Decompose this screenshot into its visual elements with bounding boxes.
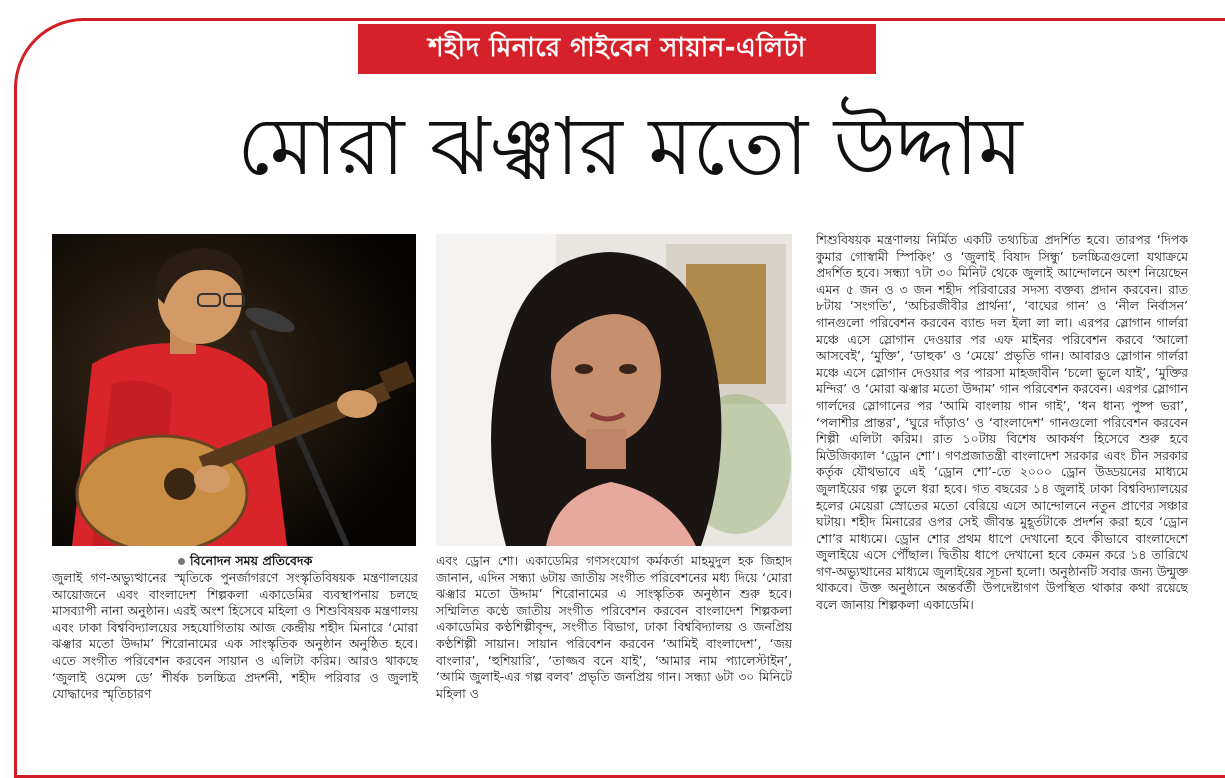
column-2-text: এবং ড্রোন শো। একাডেমির গণসংযোগ কর্মকর্তা মাহমুদুল হক জিহাদ জানান, এদিন সন্ধ্যা ৬টায় জাতীয় সংগীত পরিবেশনের মধ্য দিয়ে ‘মোরা ঝঞ্ঝার মতো উদ্দাম’ শিরোনামের এ সাংস্কৃতিক অনুষ্ঠান শুরু হবে। সম্মিলিত কণ্ঠে জাতীয় সংগীত পরিবেশন করবেন বাংলাদেশ শিল্পকলা একাডেমির কণ্ঠশিল্পীবৃন্দ, সংগীত বিভাগ, ঢাকা বিশ্ববিদ্যালয় ও জনপ্রিয় কণ্ঠশিল্পী সায়ান। সায়ান পরিবেশন করবেন ‘আমিই বাংলাদেশ’, ‘জয় বাংলার’, ‘হুশিয়ারি’, ‘তাজ্জব বনে যাই’, ‘আমার নাম প্যালেস্টাইন’, ‘আমি জুলাই-এর গল্প বলব’ প্রভৃতি জনপ্রিয় গান। সন্ধ্যা ৬টা ৩০ মিনিটে মহিলা ও bbox=[436, 553, 792, 701]
bullet-icon bbox=[178, 558, 185, 565]
article-column-2 bbox=[436, 553, 792, 746]
column-1-text: জুলাই গণ-অভ্যুত্থানের স্মৃতিকে পুনর্জাগরণে সংস্কৃতিবিষয়ক মন্ত্রণালয়ের আয়োজনে এবং বাংলাদেশ শিল্পকলা একাডেমির ব্যবস্থাপনায় চলছে মাসব্যাপী নানা অনুষ্ঠান। এরই অংশ হিসেবে মহিলা ও শিশুবিষয়ক মন্ত্রণালয় এবং ঢাকা বিশ্ববিদ্যালয়ের সহযোগিতায় আজ কেন্দ্রীয় শহীদ মিনারে ‘মোরা ঝঞ্ঝার মতো উদ্দাম’ শিরোনামের এক সাংস্কৃতিক অনুষ্ঠান অনুষ্ঠিত হবে। এতে সংগীত পরিবেশন করবেন সায়ান ও এলিটা করিম। আরও থাকছে ‘জুলাই ওমেন্স ডে’ শীর্ষক চলচ্চিত্র প্রদর্শনী, শহীদ পরিবার ও জুলাই যোদ্ধাদের স্মৃতিচারণ bbox=[52, 570, 418, 702]
byline-text: বিনোদন সময় প্রতিবেদক bbox=[190, 553, 313, 568]
article-column-1 bbox=[52, 570, 418, 746]
column-3-text: শিশুবিষয়ক মন্ত্রণালয় নির্মিত একটি তথ্যচিত্র প্রদর্শিত হবে। তারপর ‘দিপক কুমার গোস্বামী স্পিকিং’ ও ‘জুলাই বিষাদ সিন্ধু’ চলচ্চিত্রগুলো যথাক্রমে প্রদর্শিত হবে। সন্ধ্যা ৭টা ৩০ মিনিট থেকে জুলাই আন্দোলনে অংশ নিয়েছেন এমন ৫ জন ও ৩ জন শহীদ পরিবারের সদস্য বক্তব্য প্রদান করবেন। রাত ৮টায় ‘সংগতি’, ‘অচিরজীবীর প্রার্থনা’, ‘বাঘের গান’ ও ‘নীল নির্বাসন’ গানগুলো পরিবেশন করবেন ব্যান্ড দল ইলা লা লা। এরপর স্লোগান গার্লরা মঞ্চে এসে স্লোগান দেওয়ার পর এফ মাইনর পরিবেশন করবে ‘আলো আসবেই’, ‘মুক্তি’, ‘ডাহুক’ ও ‘মেয়ে’ প্রভৃতি গান। আবারও স্লোগান গার্লরা মঞ্চে এসে স্লোগান দেওয়ার পর পারসা মাহজাবীন ‘চলো ভুলে যাই’, ‘মুক্তির মন্দির’ ও ‘মোরা ঝঞ্ঝার মতো উদ্দাম’ গান পরিবেশন করবেন। এরপর স্লোগান গার্লদের স্লোগানের পর ‘আমি বাংলায় গান গাই’, ‘ধন ধান্য পুষ্প ভরা’, ‘পলাশীর প্রান্তর’, ‘ঘুরে দাঁড়াও’ ও ‘বাংলাদেশ’ গানগুলো পরিবেশন করবেন শিল্পী এলিটা করিম। রাত ১০টায় বিশেষ আকর্ষণ হিসেবে শুরু হবে মিউজিক্যাল ‘ড্রোন শো’। গণপ্রজাতন্ত্রী বাংলাদেশ সরকার এবং চীন সরকার কর্তৃক যৌথভাবে এই ‘ড্রোন শো’-তে ২০০০ ড্রোন উড্ডয়নের মাধ্যমে জুলাইয়ের গল্প তুলে ধরা হবে। গত বছরের ১৪ জুলাই ঢাকা বিশ্ববিদ্যালয়ের হলের মেয়েরা স্রোতের মতো বেরিয়ে এসে আন্দোলনে নতুন প্রাণের সঞ্চার ঘটায়। শহীদ মিনারের ওপর সেই জীবন্ত মুহূর্তটাকে প্রদর্শন করা হবে ‘ড্রোন শো’র মাধ্যমে। ড্রোন শোর প্রথম ধাপে দেখানো হবে কীভাবে বাংলাদেশে জুলাইয়ে এসে পৌঁছাল। দ্বিতীয় ধাপে দেখানো হবে কেমন করে ১৪ তারিখে গণ-অভ্যুত্থানের মাধ্যমে জুলাইয়ের সূচনা হলো। অনুষ্ঠানটি সবার জন্য উন্মুক্ত থাকবে। উক্ত অনুষ্ঠানে অন্তর্বর্তী উপদেষ্টাগণ উপস্থিত থাকার কথা রয়েছে বলে জানায় শিল্পকলা একাডেমি। bbox=[816, 232, 1188, 613]
headline: মোরা ঝঞ্ঝার মতো উদ্দাম bbox=[237, 100, 1023, 193]
singer-photo-elita bbox=[436, 234, 792, 546]
singer-photo-sayan bbox=[52, 234, 416, 546]
kicker-banner: শহীদ মিনারে গাইবেন সায়ান-এলিটা bbox=[358, 24, 876, 74]
article-column-3 bbox=[816, 232, 1188, 747]
